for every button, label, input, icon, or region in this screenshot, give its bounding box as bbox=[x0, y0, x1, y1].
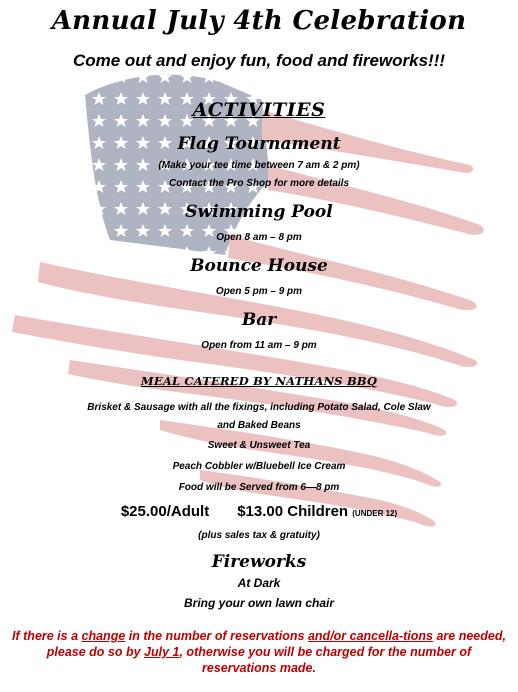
flag-tournament-contact: Contact the Pro Shop for more details bbox=[168, 178, 350, 189]
pricing-line bbox=[0, 503, 518, 520]
flag-tournament-tee-time: (Make your tee time between 7 am & 2 pm) bbox=[158, 160, 360, 171]
activities-heading: ACTIVITIES bbox=[192, 99, 326, 121]
meal-line-5: Food will be Served from 6—8 pm bbox=[178, 482, 340, 493]
fireworks-time: At Dark bbox=[237, 576, 281, 590]
bounce-house-heading: Bounce House bbox=[190, 256, 328, 276]
fireworks-heading: Fireworks bbox=[211, 552, 307, 572]
meal-line-3: Sweet & Unsweet Tea bbox=[207, 440, 311, 451]
adult-price: $25.00/Adult bbox=[120, 503, 210, 520]
meal-line-4: Peach Cobbler w/Bluebell Ice Cream bbox=[172, 461, 346, 472]
children-age-note: (UNDER 12) bbox=[352, 509, 398, 518]
bounce-house-hours: Open 5 pm – 9 pm bbox=[215, 286, 303, 297]
meal-heading: MEAL CATERED BY NATHANS BBQ bbox=[140, 374, 378, 388]
bar-heading: Bar bbox=[241, 310, 277, 330]
meal-line-2: and Baked Beans bbox=[217, 420, 301, 431]
page-subtitle: Come out and enjoy fun, food and fireworks!!! bbox=[72, 51, 446, 70]
swimming-pool-hours: Open 8 am – 8 pm bbox=[216, 232, 302, 243]
children-price: $13.00 Children bbox=[237, 503, 349, 520]
page-title: Annual July 4th Celebration bbox=[51, 6, 467, 36]
reservation-notice: If there is a change in the number of reservations and/or cancella-tions are needed, please do so by July 1, otherwise you will be charged for the number of reservations made. bbox=[12, 629, 506, 675]
fireworks-note: Bring your own lawn chair bbox=[183, 596, 335, 610]
tax-note: (plus sales tax & gratuity) bbox=[198, 530, 320, 541]
flag-tournament-heading: Flag Tournament bbox=[177, 134, 341, 154]
bar-hours: Open from 11 am – 9 pm bbox=[201, 340, 317, 351]
meal-line-1: Brisket & Sausage with all the fixings, including Potato Salad, Cole Slaw bbox=[87, 402, 431, 413]
swimming-pool-heading: Swimming Pool bbox=[185, 202, 333, 222]
